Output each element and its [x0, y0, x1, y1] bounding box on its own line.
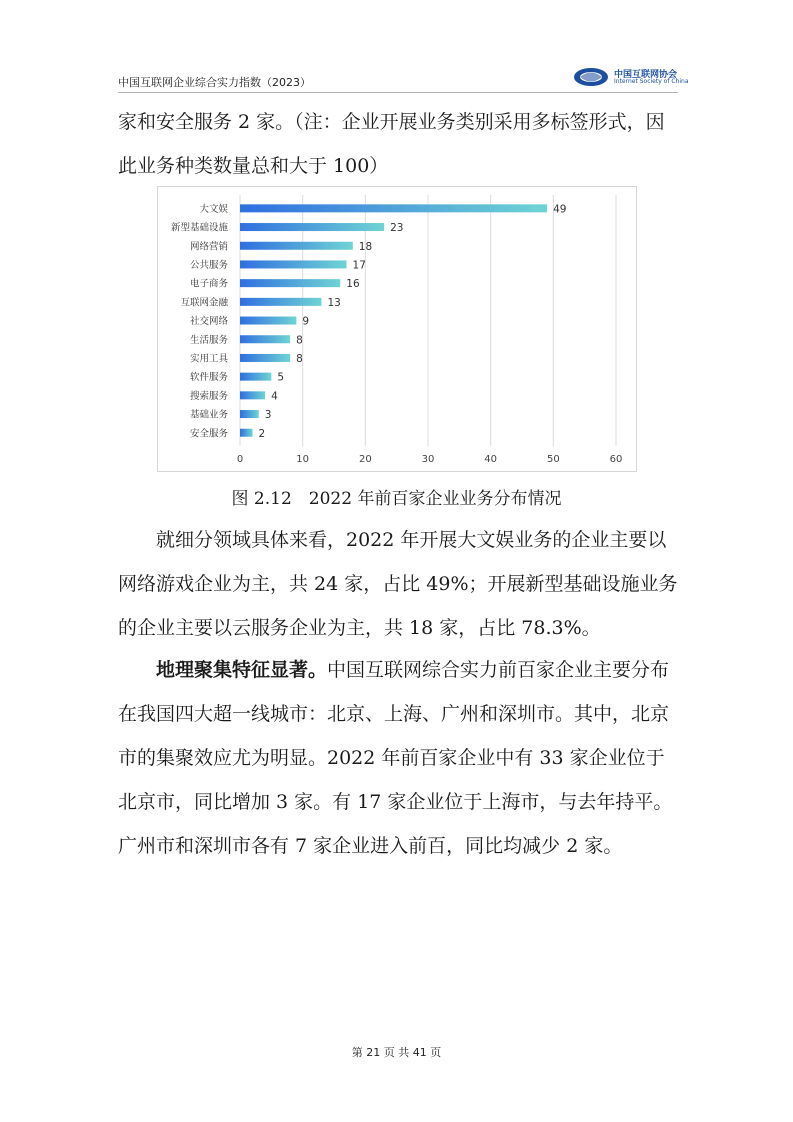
- bar: [240, 335, 290, 343]
- x-tick-label: 60: [609, 454, 623, 466]
- chart-svg: [158, 187, 636, 471]
- value-label: 5: [277, 371, 285, 384]
- x-tick-label: 0: [236, 454, 244, 466]
- value-label: 16: [346, 278, 360, 291]
- category-label: 搜索服务: [189, 390, 228, 402]
- bar: [240, 410, 259, 418]
- header-rule: [118, 92, 678, 93]
- page-footer: 第 21 页 共 41 页: [351, 1046, 442, 1059]
- category-label: 电子商务: [189, 278, 228, 290]
- paragraph-lead-bold: 地理聚集特征显著。: [156, 659, 328, 681]
- category-label: 新型基础设施: [170, 222, 228, 234]
- category-label: 基础业务: [189, 409, 228, 421]
- value-label: 17: [352, 259, 366, 272]
- value-label: 8: [296, 334, 303, 347]
- category-label: 软件服务: [189, 372, 228, 384]
- x-tick-label: 20: [358, 454, 372, 466]
- value-label: 18: [358, 240, 373, 253]
- bar: [240, 260, 347, 268]
- header-title: 中国互联网企业综合实力指数（2023）: [118, 76, 311, 89]
- body-paragraph-2: 就细分领域具体来看，2022 年开展大文娱业务的企业主要以网络游戏企业为主，共 24 家，占比 49%；开展新型基础设施业务的企业主要以云服务企业为主，共 18 家，占比 78.3%。: [118, 529, 678, 639]
- category-label: 安全服务: [189, 428, 228, 440]
- body-paragraph-1: 家和安全服务 2 家。（注：企业开展业务类别采用多标签形式，因此业务种类数量总和大于 100）: [118, 111, 665, 177]
- value-label: 8: [296, 352, 303, 365]
- logo-en-text: Internet Society of China: [614, 78, 689, 85]
- value-label: 13: [327, 296, 341, 309]
- bar: [240, 354, 290, 362]
- bar: [240, 429, 253, 437]
- category-label: 实用工具: [189, 353, 228, 365]
- body-paragraph-3: [118, 648, 678, 868]
- logo-emblem-icon: [572, 66, 610, 88]
- value-label: 49: [553, 203, 567, 216]
- figure-caption: 图 2.12 2022 年前百家企业业务分布情况: [231, 489, 562, 509]
- bar: [240, 279, 340, 287]
- x-tick-label: 10: [296, 454, 310, 466]
- category-label: 大文娱: [199, 203, 228, 215]
- paragraph-3-text: 中国互联网综合实力前百家企业主要分布在我国四大超一线城市：北京、上海、广州和深圳市。其中，北京市的集聚效应尤为明显。2022 年前百家企业中有 33 家企业位于北京市，同比增加 3 家。有 17 家企业位于上海市，与去年持平。广州市和深圳市各有 7 家企业进入前百，同比均减少 2 家。: [118, 659, 673, 857]
- bar: [240, 242, 353, 250]
- x-tick-label: 30: [421, 454, 435, 466]
- bar: [240, 298, 321, 306]
- x-tick-label: 50: [546, 454, 560, 466]
- category-label: 互联网金融: [180, 297, 228, 309]
- value-label: 4: [271, 390, 278, 403]
- x-tick-label: 40: [484, 454, 498, 466]
- category-label: 社交网络: [189, 316, 228, 328]
- value-label: 2: [258, 427, 266, 440]
- logo-cn-text: 中国互联网协会: [614, 70, 678, 80]
- bar: [240, 391, 265, 399]
- isc-logo: [572, 66, 689, 90]
- value-label: 9: [302, 315, 310, 328]
- business-distribution-chart: [157, 186, 637, 472]
- category-label: 生活服务: [189, 334, 228, 346]
- bar: [240, 223, 384, 231]
- category-label: 网络营销: [189, 241, 228, 253]
- bar: [240, 373, 271, 381]
- value-label: 3: [264, 409, 272, 422]
- value-label: 23: [390, 222, 404, 235]
- bar: [240, 317, 296, 325]
- bar: [240, 204, 547, 212]
- category-label: 公共服务: [189, 259, 228, 271]
